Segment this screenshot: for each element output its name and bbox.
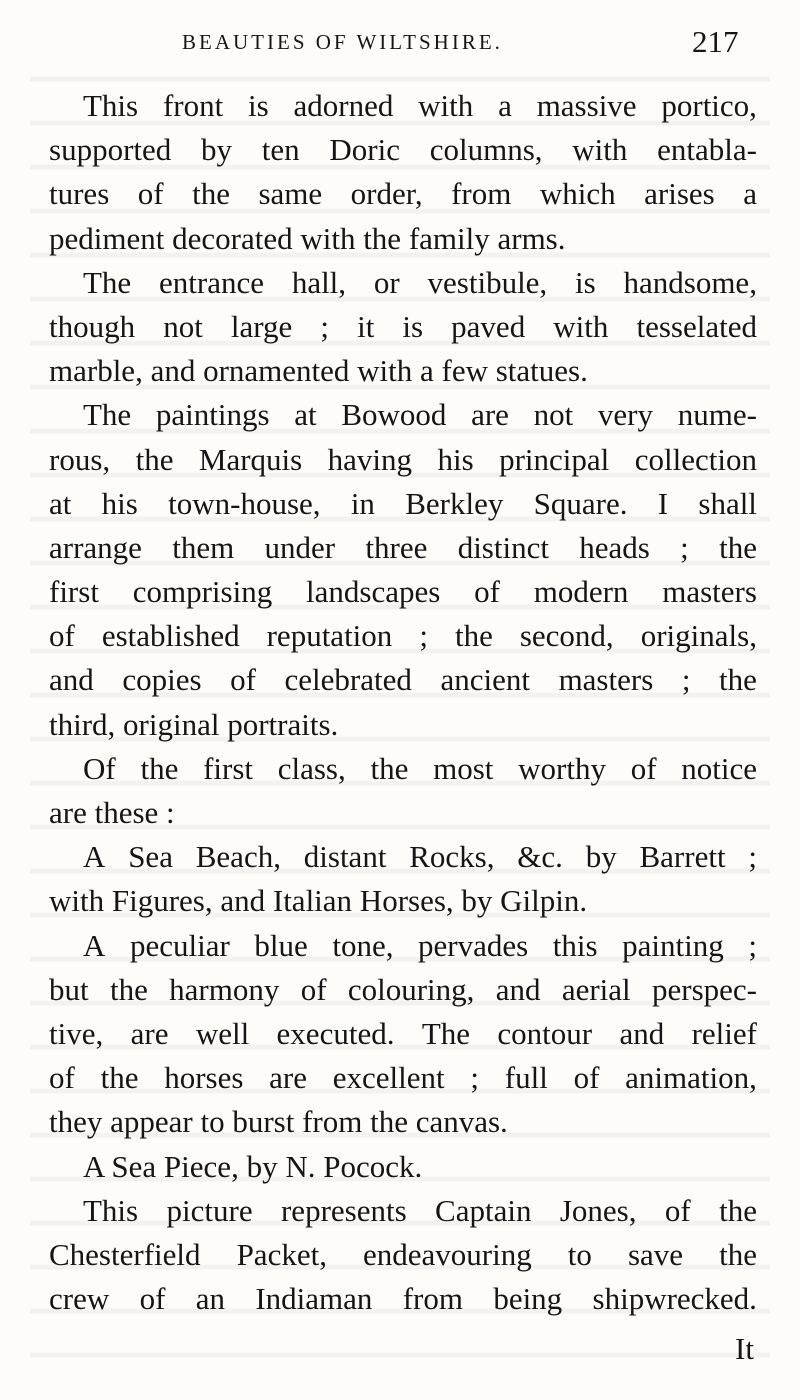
text-line: of established reputation ; the second, originals, bbox=[49, 618, 757, 654]
text-line: supported by ten Doric columns, with entabla- bbox=[49, 132, 757, 168]
text-line: marble, and ornamented with a few statues. bbox=[49, 353, 588, 389]
text-line: arrange them under three distinct heads ; the bbox=[49, 529, 757, 565]
text-line: with Figures, and Italian Horses, by Gilpin. bbox=[49, 883, 588, 919]
text-line: tive, are well executed. The contour and relief bbox=[49, 1015, 757, 1051]
catchword: It bbox=[735, 1331, 754, 1366]
text-line: tures of the same order, from which arises a bbox=[49, 176, 757, 212]
text-line: This front is adorned with a massive portico, bbox=[83, 88, 757, 123]
text-line: and copies of celebrated ancient masters ; the bbox=[49, 662, 757, 698]
text-line: but the harmony of colouring, and aerial perspec- bbox=[49, 971, 757, 1007]
text-line: Of the first class, the most worthy of notice bbox=[83, 750, 757, 786]
text-line: third, original portraits. bbox=[49, 706, 339, 742]
text-line: they appear to burst from the canvas. bbox=[49, 1104, 508, 1140]
body-text bbox=[49, 84, 757, 1321]
page-number: 217 bbox=[692, 24, 739, 59]
text-line: first comprising landscapes of modern masters bbox=[49, 574, 757, 610]
text-line: are these : bbox=[49, 795, 175, 830]
text-line: Chesterfield Packet, endeavouring to save the bbox=[49, 1236, 757, 1272]
text-line: though not large ; it is paved with tesselated bbox=[49, 308, 757, 344]
text-line: A peculiar blue tone, pervades this painting ; bbox=[83, 927, 757, 963]
text-line: crew of an Indiaman from being shipwrecked. bbox=[49, 1281, 757, 1317]
text-line: of the horses are excellent ; full of animation, bbox=[49, 1060, 757, 1096]
text-line: This picture represents Captain Jones, of the bbox=[83, 1192, 757, 1228]
text-line: pediment decorated with the family arms. bbox=[49, 220, 566, 256]
text-line: A Sea Piece, by N. Pocock. bbox=[83, 1148, 423, 1184]
running-title: BEAUTIES OF WILTSHIRE. bbox=[182, 30, 503, 54]
text-line: A Sea Beach, distant Rocks, &c. by Barrett ; bbox=[83, 839, 757, 875]
text-line: The paintings at Bowood are not very nume- bbox=[83, 397, 757, 433]
text-line: at his town-house, in Berkley Square. I shall bbox=[49, 485, 757, 521]
text-line: The entrance hall, or vestibule, is handsome, bbox=[83, 264, 757, 300]
page-header bbox=[0, 26, 800, 66]
text-line: rous, the Marquis having his principal collection bbox=[49, 441, 757, 477]
